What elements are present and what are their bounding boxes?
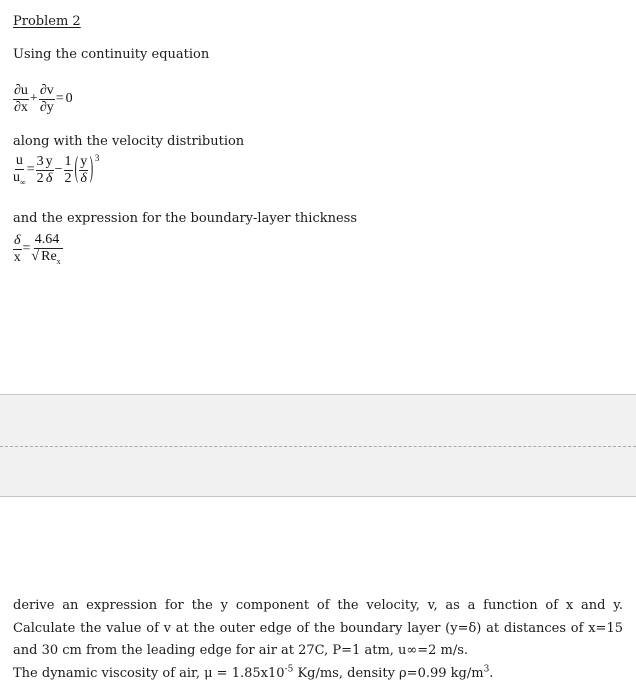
numerator: y xyxy=(80,153,88,169)
paragraph-line xyxy=(13,663,623,685)
paragraph-line: and 30 cm from the leading edge for air at 27C, P=1 atm, u∞=2 m/s. xyxy=(13,643,469,658)
density-text: Kg/ms, density ρ=0.99 kg/m xyxy=(293,665,484,681)
plus-sign: + xyxy=(29,91,38,106)
paragraph-line: derive an expression for the y component of the velocity, v, as a function of x and y. xyxy=(13,598,623,613)
infinity-subscript: ∞ xyxy=(20,177,26,187)
numerator: 1 xyxy=(64,153,72,169)
paragraph-line: Calculate the value of v at the outer edge of the boundary layer (y=δ) at distances of x=15 xyxy=(13,620,623,636)
thickness-intro: and the expression for the boundary-layer thickness xyxy=(13,211,358,226)
boundary-layer-thickness-equation xyxy=(13,231,63,267)
denominator: x xyxy=(13,249,21,265)
y-over-delta xyxy=(45,155,54,186)
left-paren: ( xyxy=(74,153,78,185)
intro-text: Using the continuity equation xyxy=(13,47,210,62)
reynolds-symbol: Re xyxy=(41,248,57,264)
dv-dy-fraction xyxy=(39,84,55,115)
page-break-band xyxy=(0,394,636,497)
u-infinity: u xyxy=(13,169,20,185)
period: . xyxy=(489,665,494,681)
du-dx-fraction xyxy=(13,84,29,115)
one-half xyxy=(64,155,73,186)
numerator: ∂u xyxy=(14,82,28,98)
numerator: u xyxy=(15,152,23,168)
minus-sign: − xyxy=(54,162,63,177)
denominator: ∂y xyxy=(39,99,54,115)
problem-paragraph xyxy=(13,595,623,685)
velocity-distribution-equation xyxy=(13,153,99,187)
exponent: -5 xyxy=(284,664,294,675)
numerator: ∂v xyxy=(39,82,54,98)
radical-sign: √ xyxy=(31,248,40,264)
x-subscript: x xyxy=(56,256,61,266)
sqrt-reynolds xyxy=(31,249,62,266)
denominator xyxy=(13,170,26,187)
numerator: 3 xyxy=(36,153,44,169)
numerator: y xyxy=(45,153,53,169)
numerator: δ xyxy=(14,232,21,248)
radicand xyxy=(39,248,63,264)
y-over-delta-cubed xyxy=(79,155,88,186)
delta-over-x xyxy=(13,234,22,265)
denominator: δ xyxy=(80,170,87,186)
equals-sign: = xyxy=(26,162,35,177)
problem-title: Problem 2 xyxy=(13,14,81,29)
three-halves xyxy=(36,155,45,186)
exponent: 3 xyxy=(483,664,490,675)
continuity-equation xyxy=(13,82,74,116)
zero: 0 xyxy=(65,91,73,106)
numerator: 4.64 xyxy=(34,231,60,247)
page-break-dashed-line xyxy=(0,446,636,447)
denominator: 2 xyxy=(36,170,44,186)
equals-sign: = xyxy=(55,91,64,106)
u-ratio-fraction xyxy=(13,154,26,187)
velocity-intro: along with the velocity distribution xyxy=(13,134,245,149)
denominator: δ xyxy=(45,170,53,186)
viscosity-text: The dynamic viscosity of air, μ = 1.85x10 xyxy=(13,665,285,681)
reynolds-fraction xyxy=(31,233,62,266)
denominator: ∂x xyxy=(14,99,28,115)
cube-exponent: 3 xyxy=(94,153,100,163)
denominator: 2 xyxy=(64,170,72,186)
equals-sign: = xyxy=(22,241,31,256)
right-paren: ) xyxy=(89,153,94,185)
